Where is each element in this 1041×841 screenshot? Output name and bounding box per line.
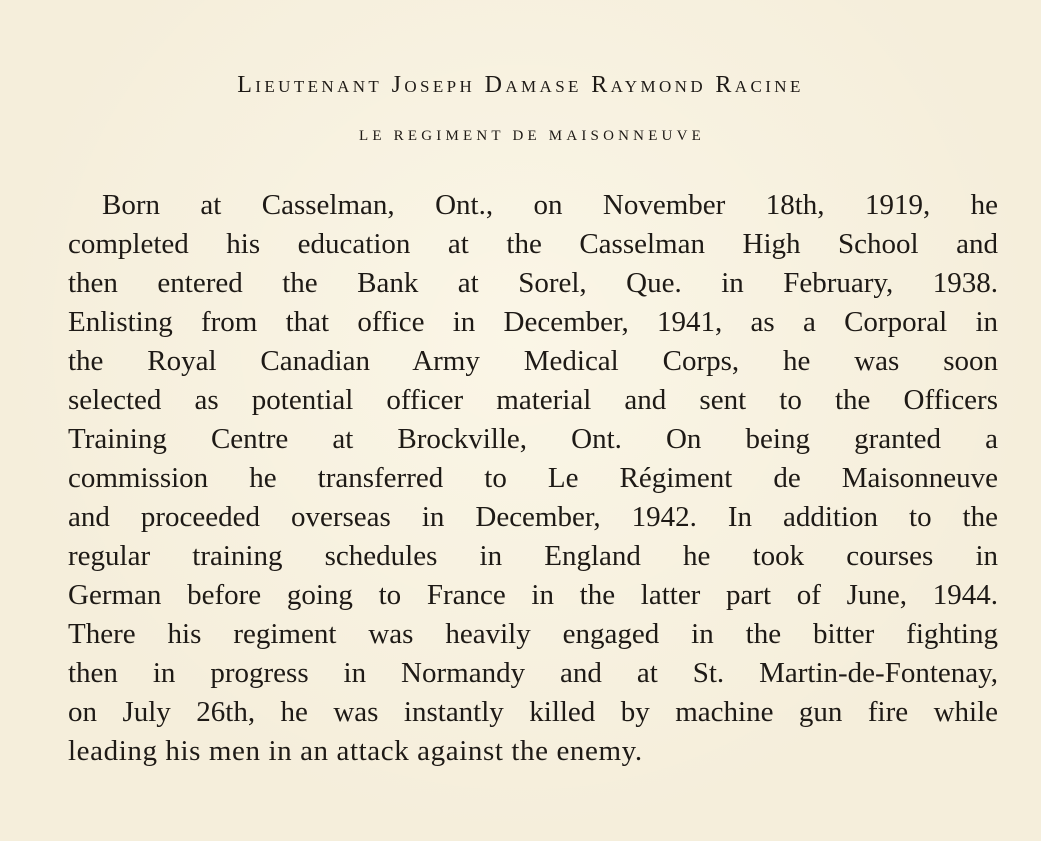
biography-line: completed his education at the Casselman High School and [68, 228, 998, 260]
biography-line: regular training schedules in England he took courses in [68, 540, 998, 572]
biography-line: Enlisting from that office in December, 1941, as a Corporal in [68, 306, 998, 338]
biography-paragraph [68, 186, 998, 771]
biography-line: then entered the Bank at Sorel, Que. in February, 1938. [68, 267, 998, 299]
biography-line: Born at Casselman, Ont., on November 18th, 1919, he [102, 189, 998, 221]
biography-line: on July 26th, he was instantly killed by machine gun fire while [68, 696, 998, 728]
biography-line: leading his men in an attack against the enemy. [68, 735, 643, 767]
biography-line: Training Centre at Brockville, Ont. On being granted a [68, 423, 998, 455]
biography-line: and proceeded overseas in December, 1942. In addition to the [68, 501, 998, 533]
biography-line: There his regiment was heavily engaged in the bitter fighting [68, 618, 998, 650]
biography-line: German before going to France in the latter part of June, 1944. [68, 579, 998, 611]
memorial-title: Lieutenant Joseph Damase Raymond Racine [237, 72, 804, 98]
biography-line: the Royal Canadian Army Medical Corps, he was soon [68, 345, 998, 377]
biography-line: commission he transferred to Le Régiment de Maisonneuve [68, 462, 998, 494]
regiment-subtitle: LE REGIMENT DE MAISONNEUVE [359, 128, 705, 144]
biography-line: then in progress in Normandy and at St. Martin-de-Fontenay, [68, 657, 998, 689]
biography-line: selected as potential officer material and sent to the Officers [68, 384, 998, 416]
